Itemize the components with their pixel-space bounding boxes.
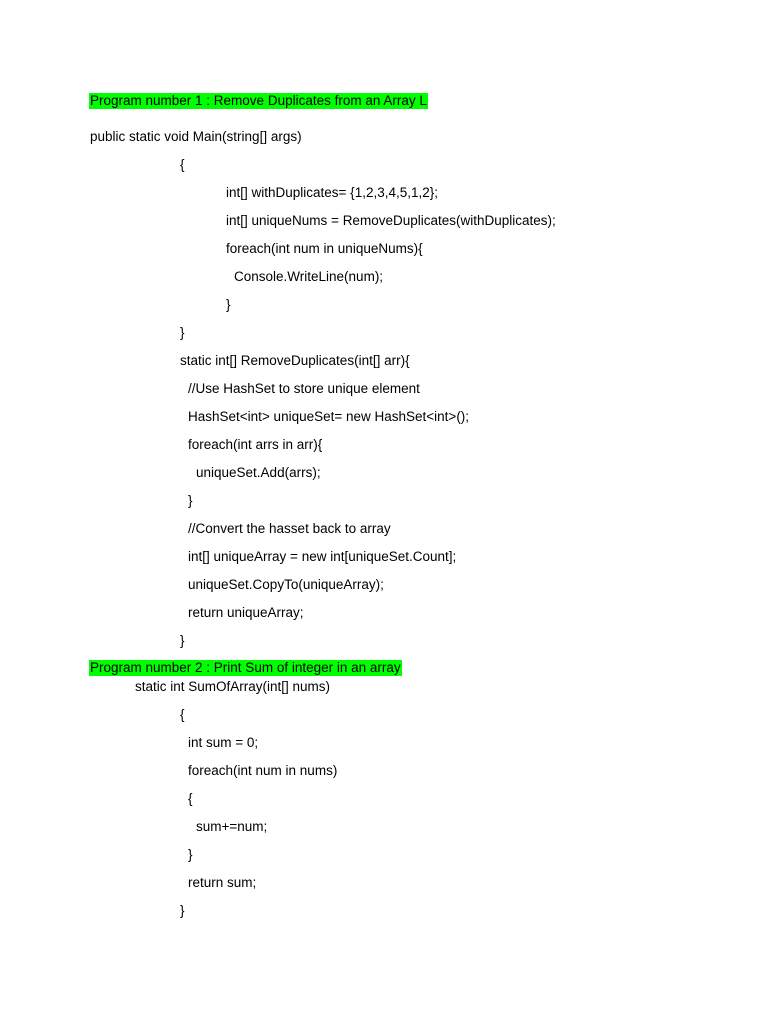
code-line: foreach(int num in nums) xyxy=(188,763,338,778)
code-line: foreach(int num in uniqueNums){ xyxy=(226,241,423,256)
code-line: } xyxy=(180,903,185,918)
code-line: static int[] RemoveDuplicates(int[] arr){ xyxy=(180,353,410,368)
code-line: } xyxy=(188,493,193,508)
program-1-heading: Program number 1 : Remove Duplicates from an Array L xyxy=(90,93,427,108)
program-2-heading: Program number 2 : Print Sum of integer in an array xyxy=(90,660,401,675)
code-line: foreach(int arrs in arr){ xyxy=(188,437,323,452)
code-line: { xyxy=(188,791,193,806)
code-line: uniqueSet.Add(arrs); xyxy=(196,465,321,480)
code-line: HashSet<int> uniqueSet= new HashSet<int>(); xyxy=(188,409,470,424)
code-line: return uniqueArray; xyxy=(188,605,304,620)
code-line: //Convert the hasset back to array xyxy=(188,521,391,536)
code-line: } xyxy=(188,847,193,862)
code-line: return sum; xyxy=(188,875,257,890)
code-line: public static void Main(string[] args) xyxy=(90,129,302,144)
code-line: int[] uniqueNums = RemoveDuplicates(withDuplicates); xyxy=(226,213,556,228)
code-line: uniqueSet.CopyTo(uniqueArray); xyxy=(188,577,384,592)
code-line: { xyxy=(180,707,185,722)
code-line: static int SumOfArray(int[] nums) xyxy=(135,679,331,694)
code-line: //Use HashSet to store unique element xyxy=(188,381,420,396)
code-line: } xyxy=(226,297,231,312)
code-line: int[] uniqueArray = new int[uniqueSet.Count]; xyxy=(188,549,457,564)
code-line: } xyxy=(180,633,185,648)
code-line: } xyxy=(180,325,185,340)
code-line: Console.WriteLine(num); xyxy=(234,269,384,284)
code-line: { xyxy=(180,157,185,172)
code-line: int sum = 0; xyxy=(188,735,259,750)
code-line: int[] withDuplicates= {1,2,3,4,5,1,2}; xyxy=(226,185,439,200)
code-line: sum+=num; xyxy=(196,819,268,834)
